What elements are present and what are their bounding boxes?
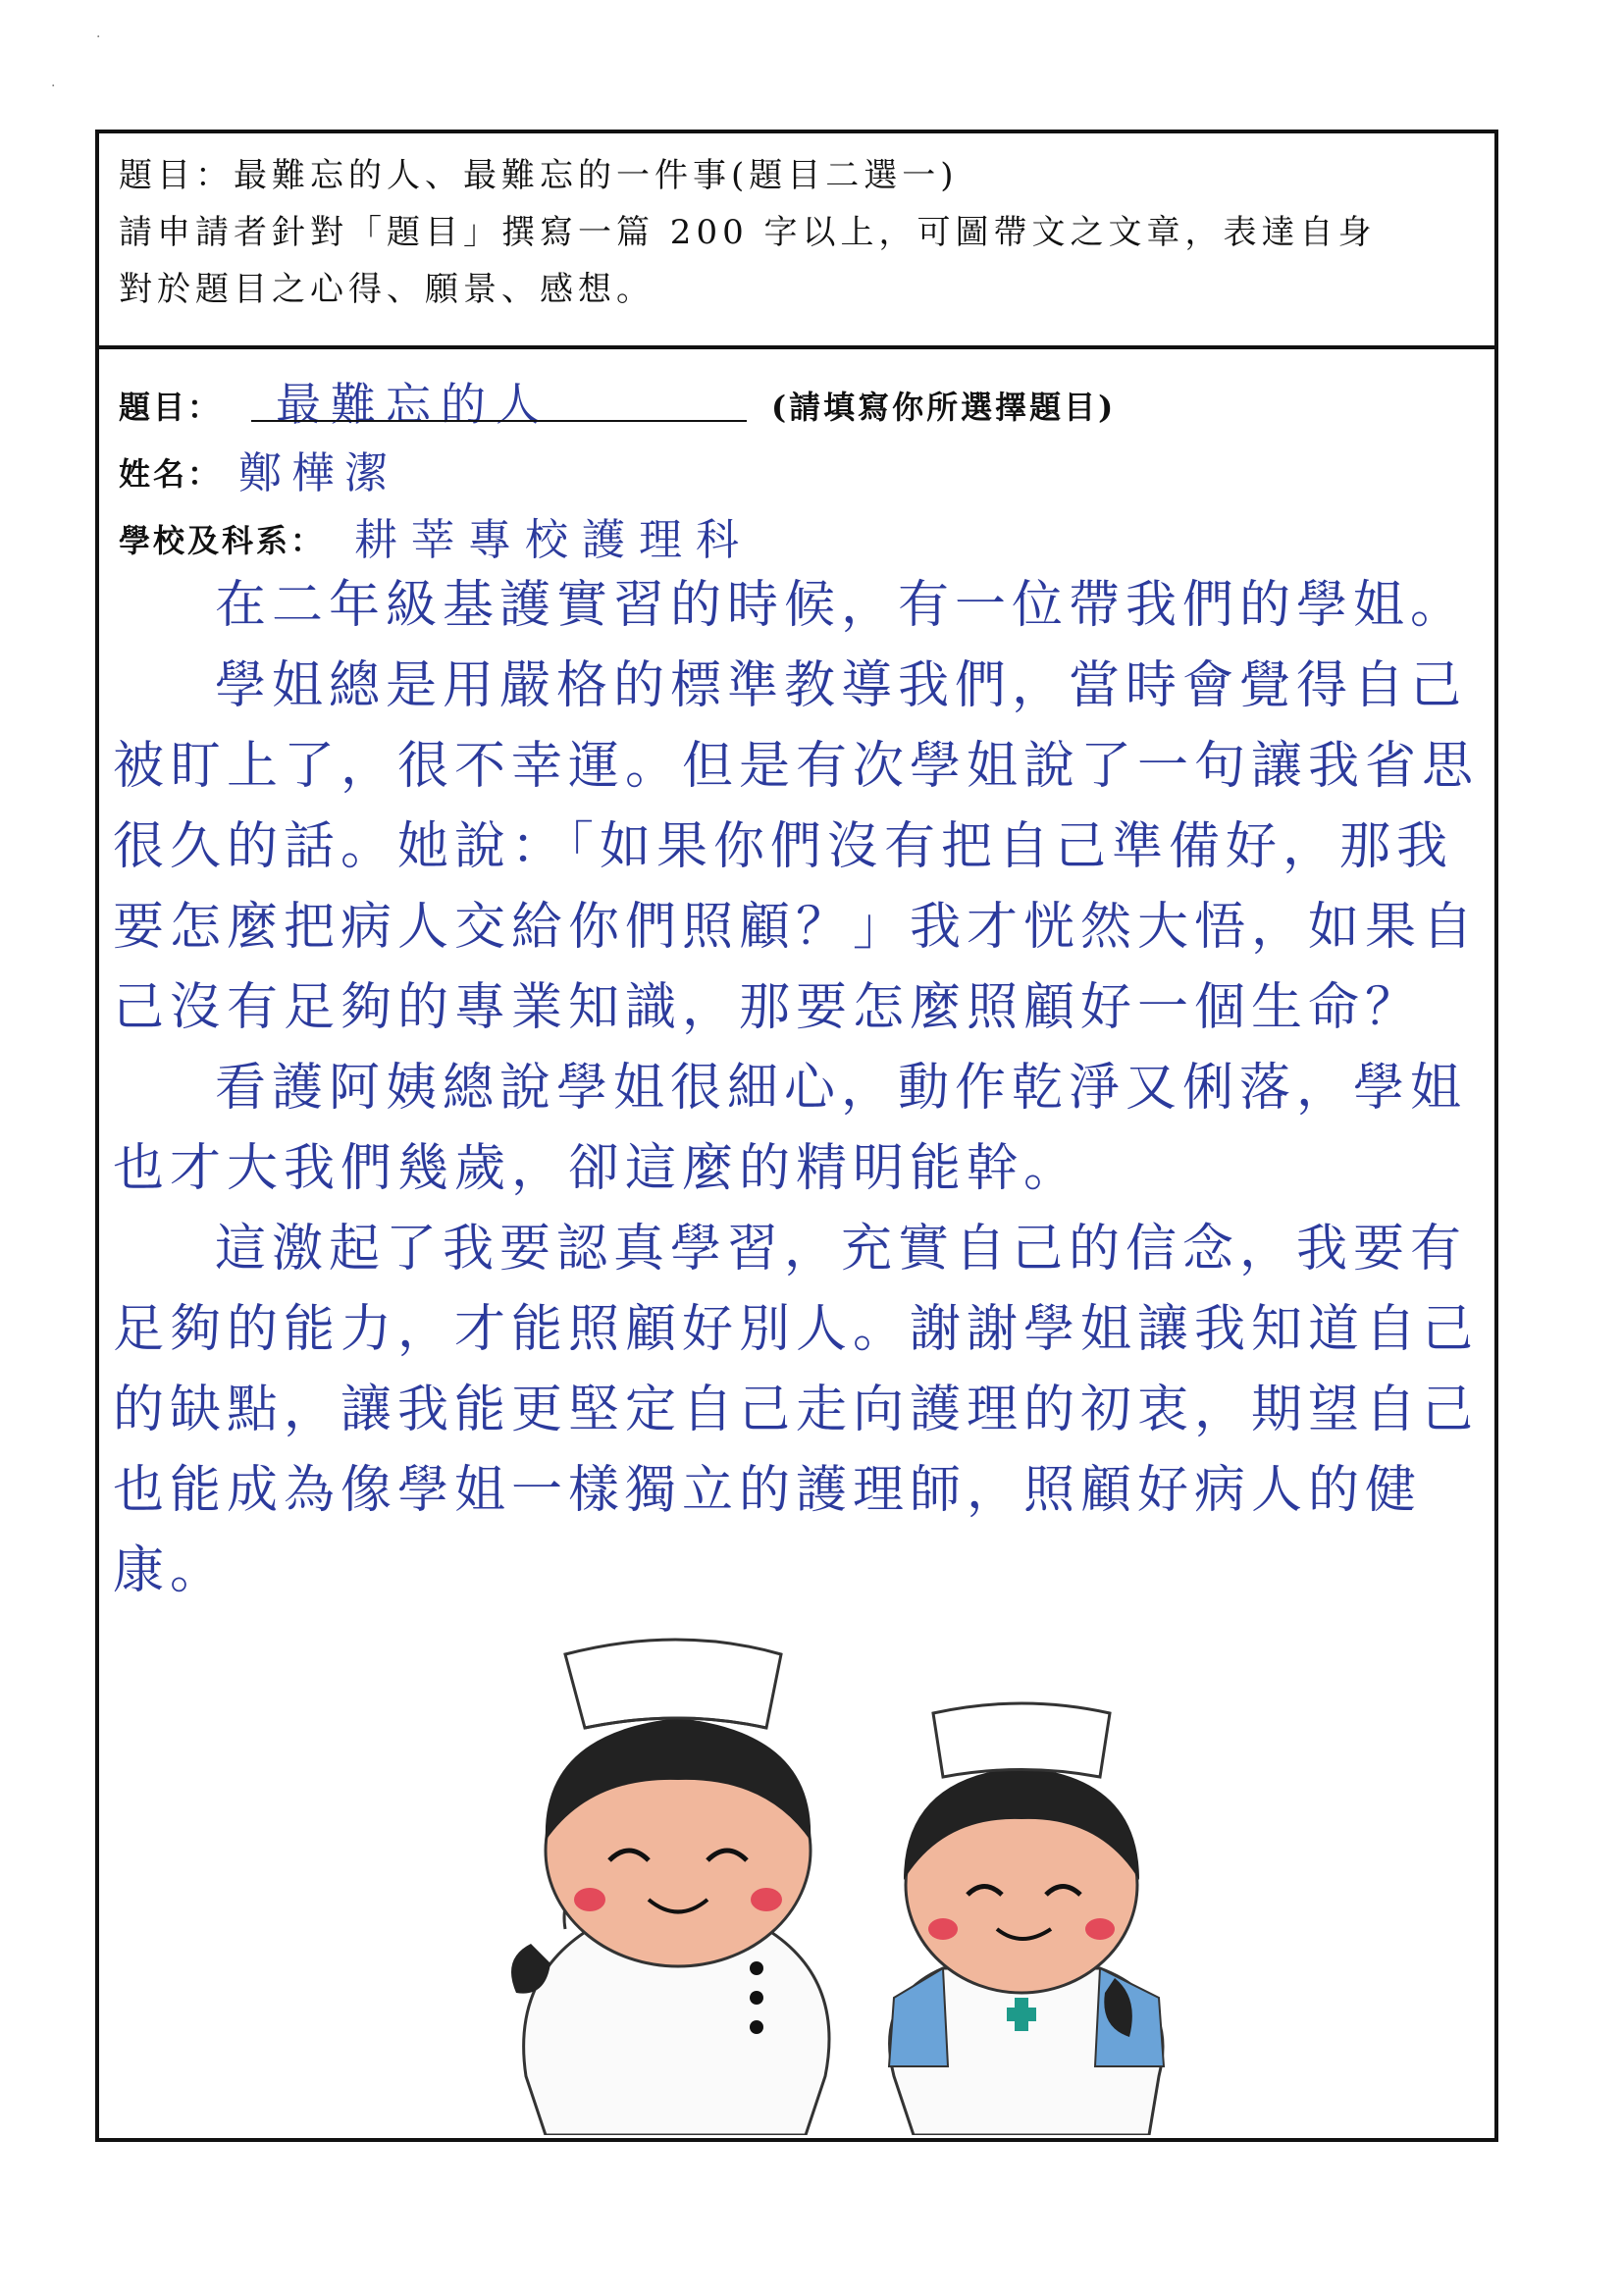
instruction-text-continued: 對於題目之心得、願景、感想。 [119, 270, 654, 309]
nurses-drawing [472, 1605, 1218, 2135]
instructions-box [99, 133, 1494, 349]
scan-dot: · [96, 29, 101, 45]
essay-paragraph: 這激起了我要認真學習，充實自己的信念，我要有足夠的能力，才能照顧好別人。謝謝學姐讓我知道自己的缺點，讓我能更堅定自己走向護理的初衷，期望自己也能成為像學姐一樣獨立的護理師，照顧好病人的健康。 [113, 1220, 1480, 1600]
scan-dot: · [51, 78, 56, 94]
essay-paragraph: 看護阿姨總說學姐很細心，動作乾淨又俐落，學姐也才大我們幾歲，卻這麼的精明能幹。 [113, 1059, 1468, 1198]
school-row [119, 498, 1475, 565]
topic-label: 題目： [119, 389, 223, 426]
form-frame [95, 130, 1498, 2142]
name-label: 姓名： [119, 455, 223, 493]
essay-paragraph: 在二年級基護實習的時候，有一位帶我們的學姐。 [215, 576, 1468, 635]
topic-hint: (請填寫你所選擇題目) [771, 389, 1117, 426]
essay-paragraph: 學姐總是用嚴格的標準教導我們，當時會覺得自己被盯上了，很不幸運。但是有次學姐說了一句讓我省思很久的話。她說：「如果你們沒有把自己準備好，那我要怎麼把病人交給你們照顧？」我才恍然大悟，如果自己沒有足夠的專業知識，那要怎麼照顧好一個生命？ [113, 656, 1480, 1037]
name-value: 鄭樺潔 [238, 448, 397, 498]
name-row [119, 432, 1475, 498]
applicant-fields [119, 365, 1475, 565]
instruction-title: 題目：最難忘的人、最難忘的一件事(題目二選一) [119, 156, 959, 195]
instruction-text: 請申請者針對「題目」撰寫一篇 200 字以上，可圖帶文之文章，表達自身 [119, 213, 1377, 252]
right-nurse [889, 1703, 1164, 2135]
school-value: 耕莘專校護理科 [354, 515, 753, 565]
topic-underline [251, 420, 747, 422]
left-nurse [511, 1640, 829, 2135]
topic-value: 最難忘的人 [276, 378, 550, 431]
nurses-illustration [472, 1605, 1218, 2135]
school-label: 學校及科系： [119, 522, 326, 559]
topic-row [119, 365, 1475, 432]
essay-body [113, 565, 1481, 1611]
